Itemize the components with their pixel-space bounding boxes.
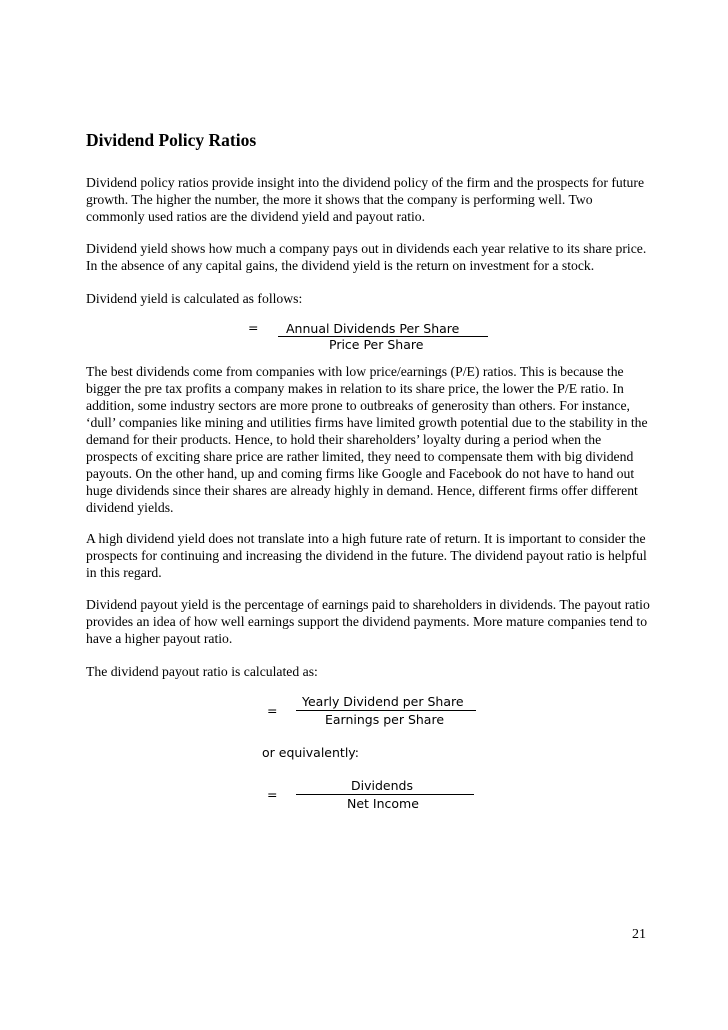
dividend-yield-paragraph: Dividend yield shows how much a company pays out in dividends each year relative to its share price. In the absence of any capital gains, the dividend yield is the return on investment for a stock. [86,241,647,273]
or-equivalently-label: or equivalently: [262,745,359,760]
page-number: 21 [632,927,646,942]
intro-paragraph: Dividend policy ratios provide insight into the dividend policy of the firm and the prospects for future growth. The higher the number, the more it shows that the company is performing well. Two commonly used ratios are the dividend yield and payout ratio. [86,175,645,224]
formula-equals-sign: = [267,703,278,718]
formula-denominator: Net Income [347,796,419,811]
fraction-line [296,710,476,711]
dividend-yield-intro: Dividend yield is calculated as follows: [86,291,303,306]
fraction-line [296,794,474,795]
formula-denominator: Price Per Share [329,337,424,352]
pe-ratio-paragraph: The best dividends come from companies with low price/earnings (P/E) ratios. This is because the bigger the pre tax profits a company makes in relation to its share price, the lower the P/E ratio. In addition, some industry sectors are more prone to outbreaks of generosity than others. For instance, ‘dull’ companies like mining and utilities firms have limited growth potential due to the stability in the demand for their products. Hence, to hold their shareholders’ loyalty during a period when the prospects of exciting share price are rather limited, they need to compensate them with big dividend payouts. On the other hand, up and coming firms like Google and Facebook do not have to hand out huge dividends since their shares are already highly in demand. Hence, different firms offer different dividend yields. [86,364,648,515]
formula-equals-sign: = [267,787,278,802]
payout-yield-paragraph: Dividend payout yield is the percentage of earnings paid to shareholders in dividends. The payout ratio provides an idea of how well earnings support the dividend payments. More mature companies tend to have a higher payout ratio. [86,597,650,646]
payout-ratio-intro: The dividend payout ratio is calculated as: [86,664,318,679]
formula-numerator: Annual Dividends Per Share [286,321,460,336]
formula-numerator: Dividends [351,778,413,793]
page-title: Dividend Policy Ratios [86,130,257,150]
formula-denominator: Earnings per Share [325,712,445,727]
formula-equals-sign: = [248,320,259,335]
high-yield-paragraph: A high dividend yield does not translate into a high future rate of return. It is important to consider the prospects for continuing and increasing the dividend in the future. The dividend payout ratio is helpful in this regard. [86,531,647,580]
formula-numerator: Yearly Dividend per Share [302,694,464,709]
